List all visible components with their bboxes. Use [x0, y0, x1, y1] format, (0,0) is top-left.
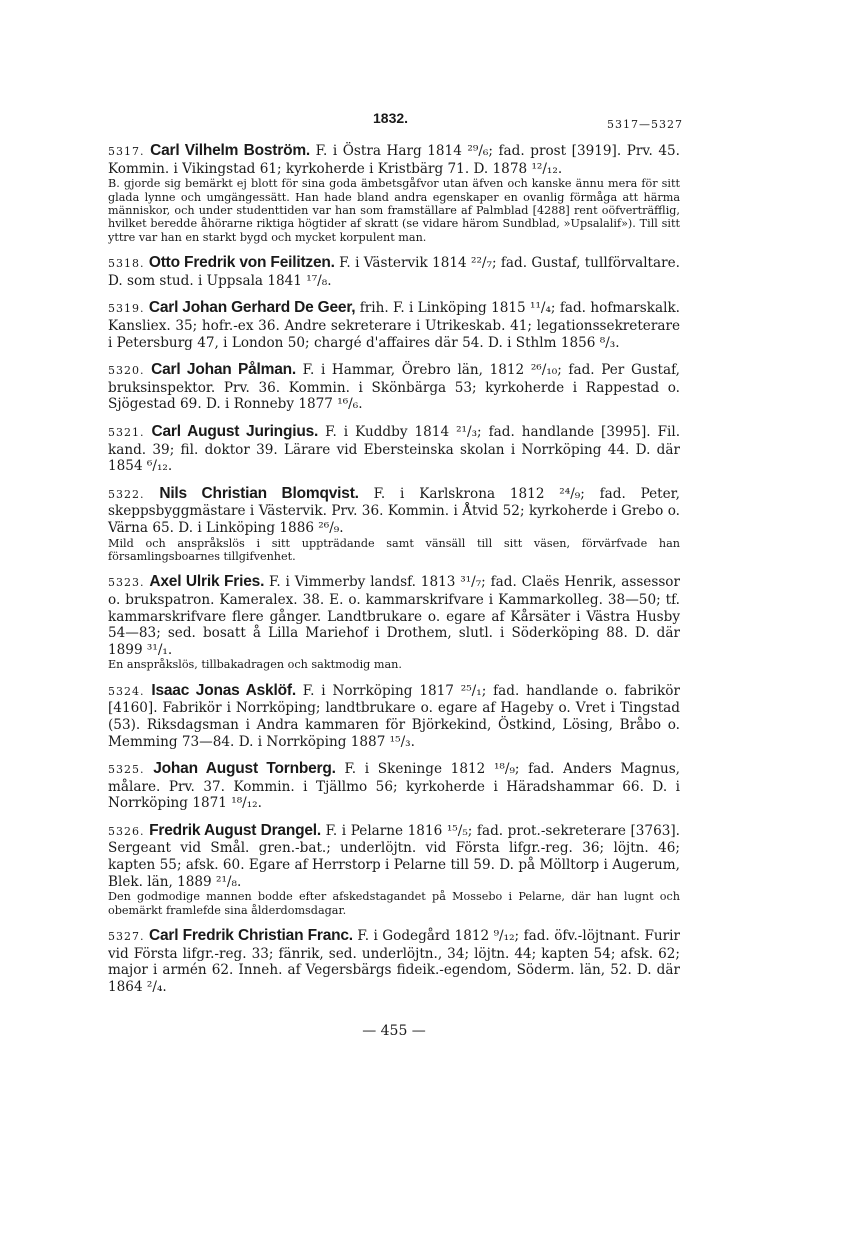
entry-main-text — [108, 300, 680, 351]
person-name: Carl Vilhelm Boström. — [150, 142, 311, 159]
entry-text: F. i Karlskrona 1812 ²⁴/₉; fad. Peter, skeppsbyggmästare i Västervik. Prv. 36. Kommin. i Åtvid 52; kyrkoherde i Grebo o. Värna 65. D. i Linköping 1886 ²⁶/₉. — [108, 485, 681, 536]
biography-entry — [108, 683, 680, 750]
entry-main-text — [108, 255, 680, 289]
entry-main-text — [108, 574, 680, 658]
person-name: Carl Johan Pålman. — [151, 361, 297, 379]
page-header — [108, 110, 683, 132]
entry-number: 5325. — [108, 763, 145, 777]
header-number-range: 5317—5327 — [607, 118, 683, 131]
entry-text: F. i Västervik 1814 ²²/₇; fad. Gustaf, tullförvaltare. D. som stud. i Uppsala 1841 ¹⁷/₈. — [108, 255, 680, 289]
entry-text: frih. F. i Linköping 1815 ¹¹/₄; fad. hofmarskalk. Kansliex. 35; hofr.-ex 36. Andre sekreterare i Utrikeskab. 41; legationssekreterare i Petersburg 47, i London 50; chargé d'affaires där 54. D. i Sthlm 1856 ⁸/₃. — [108, 300, 681, 351]
biography-entry — [108, 362, 680, 413]
entry-main-text — [108, 486, 680, 537]
document-page — [108, 110, 683, 1040]
entry-number: 5319. — [108, 302, 145, 316]
person-name: Fredrik August Drangel. — [149, 821, 321, 839]
entry-main-text — [108, 143, 680, 177]
entry-note: Den godmodige mannen bodde efter afskedstagandet på Mossebo i Pelarne, där han lugnt och obemärkt framlefde sina ålderdomsdagar. — [108, 890, 680, 917]
entry-note: En anspråkslös, tillbakadragen och saktmodig man. — [108, 658, 402, 672]
entry-list — [108, 143, 680, 995]
entry-text: F. i Skeninge 1812 ¹⁸/₉; fad. Anders Magnus, målare. Prv. 37. Kommin. i Tjällmo 56; kyrkoherde i Häradshammar 66. D. i Norrköping 1871 ¹⁸/₁₂. — [108, 761, 681, 812]
person-name: Carl Johan Gerhard De Geer, — [148, 299, 356, 317]
entry-main-text — [108, 761, 680, 812]
entry-text: F. i Pelarne 1816 ¹⁵/₅; fad. prot.-sekreterare [3763]. Sergeant vid Smål. gren.-bat.; underlöjtn. vid Första lifgr.-reg. 36; löjtn. 46; kapten 55; afsk. 60. Egare af Herrstorp i Pelarne till 59. D. på Mölltorp i Augerum, Blek. län, 1889 ²¹/₈. — [108, 822, 680, 890]
person-name: Otto Fredrik von Feilitzen. — [148, 254, 335, 272]
entry-text: F. i Vimmerby landsf. 1813 ³¹/₇; fad. Claës Henrik, assessor o. brukspatron. Kameralex. 38. E. o. kammarskrifvare i Kammarkolleg. 38—50; tf. kammarskrifvare flere gånger. Landtbrukare o. egare af Kårsäter i Västra Husby 54—83; sed. bosatt å Lilla Mariehof i Drothem, slutl. i Söderköping 88. D. där 1899 ³¹/₁. — [108, 574, 680, 658]
entry-main-text — [108, 683, 680, 750]
person-name: Isaac Jonas Asklöf. — [151, 681, 296, 699]
entry-text: F. i Kuddby 1814 ²¹/₃; fad. handlande [3995]. Fil. kand. 39; fil. doktor 39. Lärare vid Ebersteinska skolan i Norrköping 44. D. där 1854 ⁶/₁₂. — [108, 423, 681, 475]
biography-entry — [108, 424, 680, 475]
entry-text: F. i Hammar, Örebro län, 1812 ²⁶/₁₀; fad. Per Gustaf, bruksinspektor. Prv. 36. Kommin. i Skönbärga 53; kyrkoherde i Rappestad o. Sjögestad 69. D. i Ronneby 1877 ¹⁶/₆. — [108, 362, 680, 413]
biography-entry — [108, 143, 680, 244]
entry-number: 5327. — [108, 930, 145, 944]
entry-number: 5322. — [108, 487, 145, 501]
entry-text: F. i Norrköping 1817 ²⁵/₁; fad. handlande o. fabrikör [4160]. Fabrikör i Norrköping; landtbrukare o. egare af Hageby o. Vret i Tingstad (53). Riksdagsman i Andra kammaren för Björkekind, Östkind, Lösing, Bråbo o. Memming 73—84. D. i Norrköping 1887 ¹⁵/₃. — [108, 682, 680, 750]
biography-entry — [108, 823, 680, 917]
biography-entry — [108, 486, 680, 564]
biography-entry — [108, 928, 680, 995]
entry-text: F. i Godegård 1812 ⁹/₁₂; fad. öfv.-löjtnant. Furir vid Första lifgr.-reg. 33; fänrik, sed. underlöjtn., 34; löjtn. 44; kapten 54; afsk. 62; major i armén 62. Inneh. af Vegersbärgs fideik.-egendom, Söderm. län, 52. D. där 1864 ²/₄. — [108, 928, 680, 995]
biography-entry — [108, 255, 680, 289]
person-name: Carl Fredrik Christian Franc. — [148, 927, 353, 945]
biography-entry — [108, 761, 680, 812]
entry-number: 5320. — [108, 364, 145, 378]
entry-number: 5317. — [108, 145, 145, 158]
entry-number: 5318. — [108, 257, 145, 271]
entry-number: 5321. — [108, 425, 145, 439]
person-name: Axel Ulrik Fries. — [149, 573, 265, 591]
biography-entry — [108, 300, 680, 351]
entry-note: Mild och anspråkslös i sitt uppträdande samt vänsäll till sitt väsen, förvärfvade han församlingsboarnes tillgifvenhet. — [108, 536, 680, 563]
entry-main-text — [108, 424, 680, 475]
entry-text: F. i Östra Harg 1814 ²⁹/₆; fad. prost [3919]. Prv. 45. Kommin. i Vikingstad 61; kyrkoherde i Kristbärg 71. D. 1878 ¹²/₁₂. — [108, 143, 680, 177]
person-name: Carl August Juringius. — [151, 422, 319, 440]
person-name: Nils Christian Blomqvist. — [159, 484, 359, 502]
entry-number: 5323. — [108, 576, 145, 590]
biography-entry — [108, 574, 680, 671]
entry-main-text — [108, 362, 680, 413]
page-number: — 455 — — [362, 1023, 426, 1040]
header-year: 1832. — [373, 110, 409, 126]
entry-number: 5324. — [108, 684, 145, 698]
person-name: Johan August Tornberg. — [153, 760, 336, 778]
entry-note: B. gjorde sig bemärkt ej blott för sina goda ämbetsgåfvor utan äfven och kanske ännu mera för sitt glada lynne och umgängessätt. Han hade bland andra egenskaper en ovanlig förmåga att härma människor, och under studenttiden var han som framställare af Palmblad [4288] rent oöfverträfflig, hvilket beredde åhörarne riktiga högtider af skratt (se vidare härom Sundblad, »Upsalalif»). Till sitt yttre var han en starkt bygd och mycket korpulent man. — [108, 177, 680, 244]
entry-main-text — [108, 928, 680, 995]
entry-number: 5326. — [108, 824, 145, 838]
entry-main-text — [108, 823, 680, 890]
